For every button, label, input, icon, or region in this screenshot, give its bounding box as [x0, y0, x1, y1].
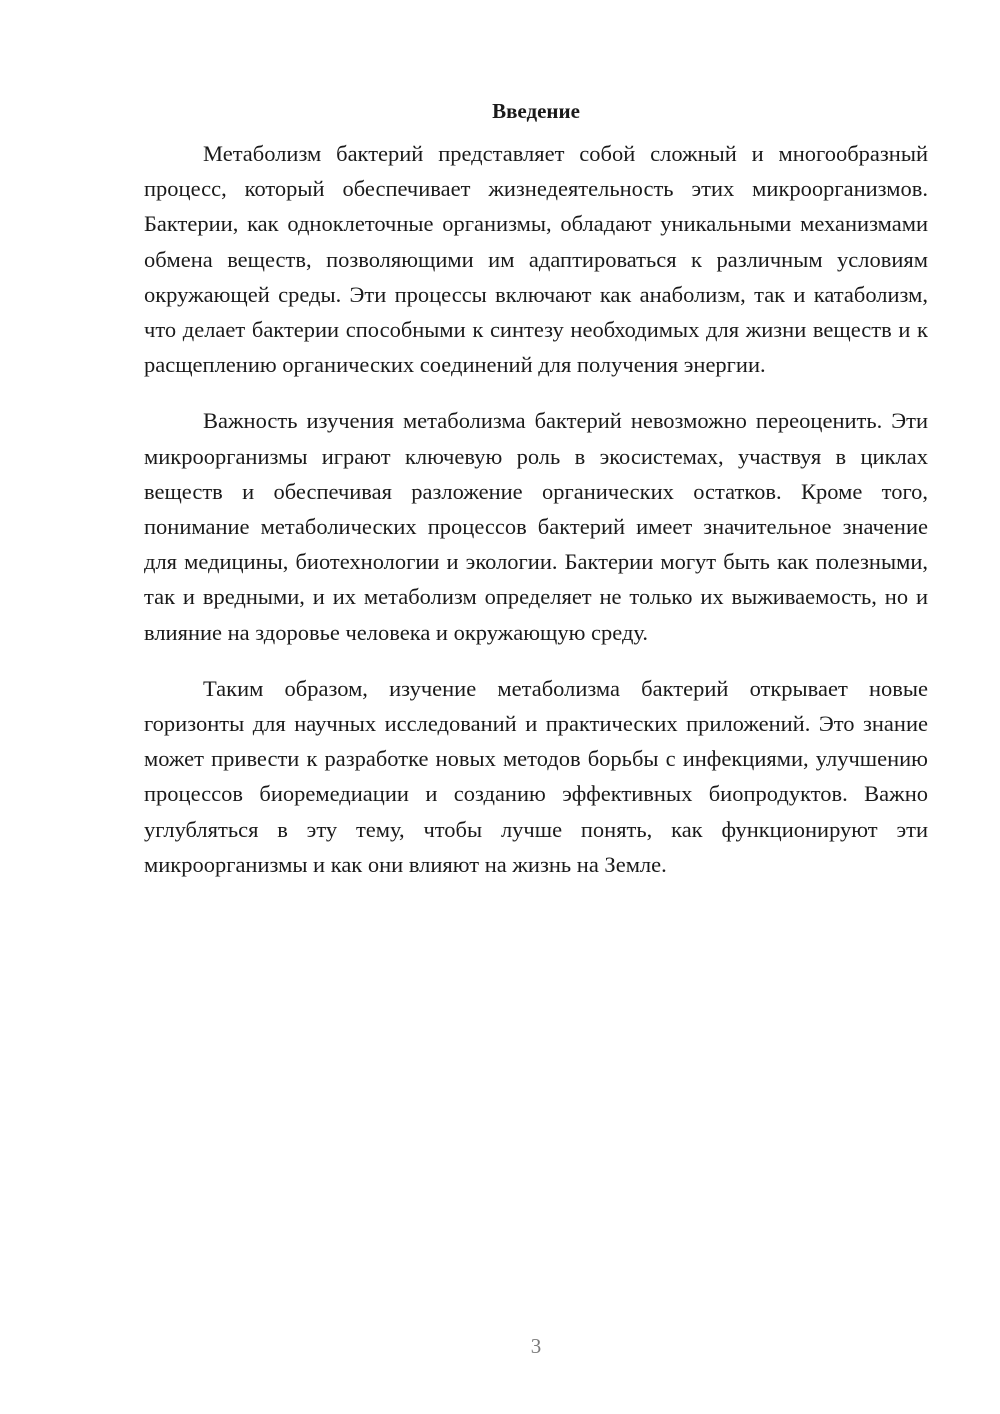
paragraph-3: Таким образом, изучение метаболизма бактерий открывает новые горизонты для научных исследований и практических приложений. Это знание может привести к разработке новых методов борьбы с инфекциями, улучшению процессов биоремедиации и созданию эффективных биопродуктов. Важно углубляться в эту тему, чтобы лучше понять, как функционируют эти микроорганизмы и как они влияют на жизнь на Земле.: [144, 675, 928, 877]
page-content: [144, 94, 928, 903]
page-number: 3: [530, 1334, 542, 1358]
paragraph-1: Метаболизм бактерий представляет собой сложный и многообразный процесс, который обеспечивает жизнедеятельность этих микроорганизмов. Бактерии, как одноклеточные организмы, обладают уникальными механизмами обмена веществ, позволяющими им адаптироваться к различным условиям окружающей среды. Эти процессы включают как анаболизм, так и катаболизм, что делает бактерии способными к синтезу необходимых для жизни веществ и к расщеплению органических соединений для получения энергии.: [144, 141, 928, 378]
section-heading: Введение: [492, 99, 580, 123]
paragraph-2: Важность изучения метаболизма бактерий невозможно переоценить. Эти микроорганизмы играют ключевую роль в экосистемах, участвуя в циклах веществ и обеспечивая разложение органических остатков. Кроме того, понимание метаболических процессов бактерий имеет значительное значение для медицины, биотехнологии и экологии. Бактерии могут быть как полезными, так и вредными, и их метаболизм определяет не только их выживаемость, но и влияние на здоровье человека и окружающую среду.: [144, 408, 928, 645]
